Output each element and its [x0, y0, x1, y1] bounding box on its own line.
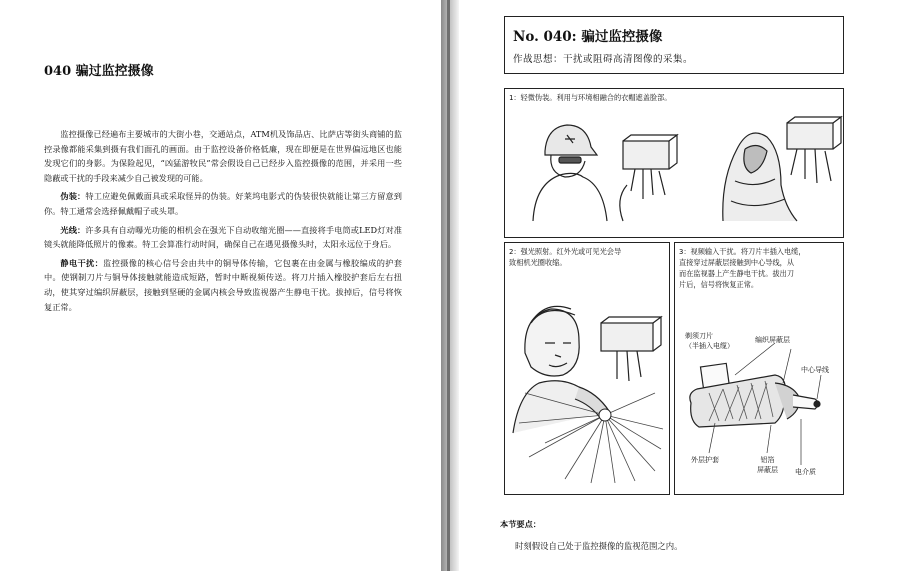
panel-caption: 1：轻微伪装。利用与环境相融合的衣帽遮盖脸部。	[509, 93, 672, 102]
chapter-title: 040 骗过监控摄像	[44, 64, 154, 79]
illustration-panel-light	[504, 242, 670, 495]
page-edge	[447, 0, 450, 571]
shield-label: 编织屏蔽层	[755, 336, 790, 344]
caption-line: 直接穿过屏蔽层接触到中心导线，从	[679, 258, 795, 267]
key-points-title: 本节要点：	[500, 519, 541, 529]
caption-line: 致相机光圈收缩。	[509, 258, 567, 267]
paragraph-text: 许多具有自动曝光功能的相机会在强光下自动收缩光圈——直接将手电筒或LED灯对准镜头就能降低照片的像素。特工会算准行动时间，确保自己在遇见摄像头时，太阳永远位于身后。	[44, 224, 402, 250]
foil-label	[757, 455, 778, 475]
key-points-text: 时刻假设自己处于监控摄像的监视范围之内。	[515, 541, 683, 551]
caption-line: 而在监视器上产生静电干扰。拔出刀	[679, 269, 795, 278]
paragraph-text: 监控摄像的核心信号会由共中的铜导体传输，它包裹在由金属与橡胶编成的护套中。使钢制刀片与铜导体接触就能造成短路，暂时中断视频传送。将刀片插入橡胶护套后左右扭动，使其穿过编织屏蔽层，接触到坚硬的金属内核会导致监视器产生静电干扰。拔掉后，信号将恢复正常。	[44, 257, 402, 312]
paragraph-interference	[44, 256, 402, 314]
disguise-illustration	[505, 89, 843, 237]
left-page	[0, 0, 441, 571]
paragraph-lead: 光线：	[60, 224, 86, 235]
label-line: 铝箔	[760, 456, 775, 464]
operation-idea: 作战思想：干扰或阻碍高清图像的采集。	[513, 54, 694, 65]
skill-number: No. 040: 骗过监控摄像	[513, 29, 663, 45]
label-line: （半插入电缆）	[685, 342, 734, 350]
panel-caption	[679, 246, 806, 290]
skill-banner	[504, 16, 844, 74]
paragraph-disguise	[44, 189, 402, 218]
paragraph-text: 监控摄像已经遍布主要城市的大街小巷，交通站点，ATM机及饰品店、比萨店等街头商铺的监控录像都能采集到摄有我们面孔的画面。由于监控设备价格低廉，现在即便是在世界偏远地区也能发现它们的身影。为保险起见，“凶猛游牧民”常会假设自己已经步入监控摄像的范围，并采用一些隐蔽或干扰的手段来减少自己被发现的可能。	[44, 129, 402, 183]
blade-label	[685, 331, 734, 351]
paragraph-lead: 静电干扰：	[60, 257, 104, 268]
core-label: 中心导线	[801, 366, 829, 374]
body-text	[44, 127, 402, 318]
jacket-label: 外层护套	[691, 456, 719, 464]
right-page	[459, 0, 900, 571]
panel-caption	[509, 246, 621, 268]
caption-line: 2：强光照射。红外光或可见光会导	[509, 247, 622, 256]
dielectric-label: 电介质	[795, 468, 816, 476]
caption-line: 片后，信号将恢复正常。	[679, 280, 759, 289]
caption-line: 3：视频输入干扰。将刀片丰插入电缆，	[679, 247, 806, 256]
label-line: 剃须刀片	[685, 332, 713, 340]
light-illustration	[505, 243, 669, 494]
paragraph-intro	[44, 127, 402, 185]
illustration-panel-interference	[674, 242, 844, 495]
book-gutter	[441, 0, 459, 571]
paragraph-light	[44, 223, 402, 252]
illustration-panel-disguise	[504, 88, 844, 238]
paragraph-lead: 伪装：	[60, 191, 86, 202]
label-line: 屏蔽层	[757, 466, 778, 474]
paragraph-text: 特工应避免佩戴面具或采取怪异的伪装。好莱坞电影式的伪装很快就能让第三方留意到你。特工通常会选择佩戴帽子或头罩。	[44, 191, 402, 216]
